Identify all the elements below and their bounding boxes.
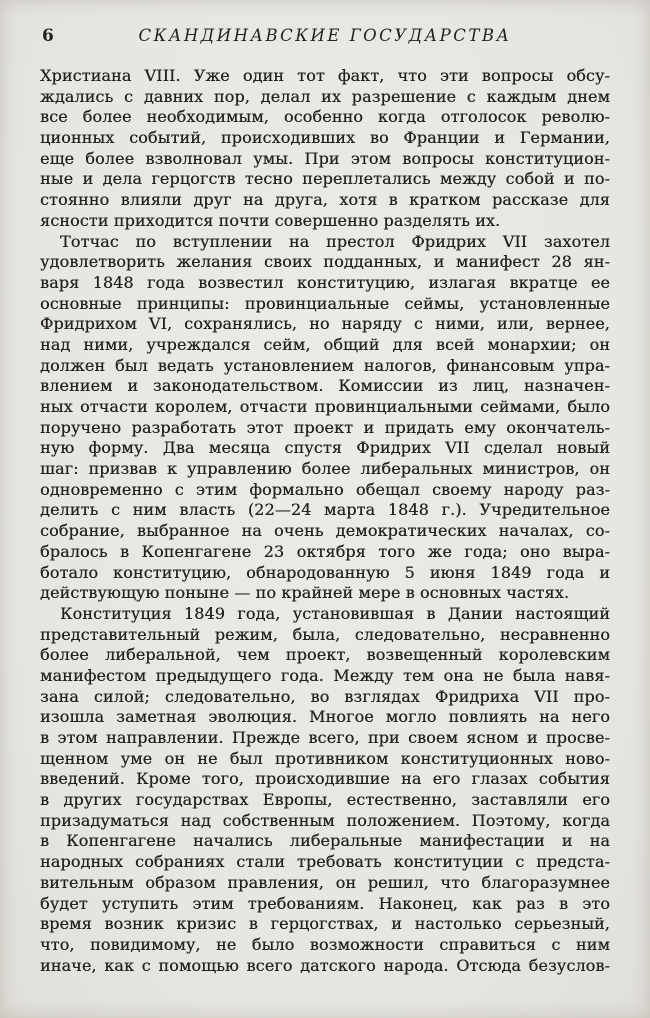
text-line: вительным образом правления, он решил, что благоразумнее — [40, 872, 610, 892]
text-line: делить с ним власть (22—24 марта 1848 г.). Учредительное — [40, 500, 610, 520]
text-line: ную форму. Два месяца спустя Фридрих VII сделал новый — [40, 438, 610, 458]
text-line: действующую поныне — по крайней мере в основных частях. — [40, 583, 570, 603]
text-line: что, повидимому, не было возможности справиться с ним — [40, 934, 610, 954]
text-line: еще более взволновал умы. При этом вопросы конституцион- — [40, 148, 610, 168]
text-line: представительный режим, была, следовательно, несравненно — [40, 624, 610, 644]
text-line: ных отчасти королем, отчасти провинциальными сеймами, было — [40, 397, 610, 416]
text-line: стоянно влияли друг на друга, хотя в кратком рассказе для — [40, 190, 610, 210]
paragraph — [40, 66, 610, 232]
text-line: Тотчас по вступлении на престол Фридрих VII захотел — [60, 231, 610, 251]
paragraph — [40, 232, 610, 604]
text-line: ждались с давних пор, делал их разрешение с каждым днем — [40, 86, 610, 106]
text-line: удовлетворить желания своих подданных, и манифест 28 ян- — [40, 252, 610, 272]
text-line: манифестом предыдущего года. Между тем она не была навя- — [40, 665, 610, 685]
text-line: над ними, учреждался сейм, общий для всей монархии; он — [40, 334, 610, 354]
text-line: будет уступить этим требованиям. Наконец, как раз в это — [40, 893, 610, 913]
text-line: в Копенгагене начались либеральные манифестации и на — [40, 831, 610, 851]
text-line: Фридрихом VI, сохранялись, но наряду с ними, или, вернее, — [40, 314, 610, 334]
page-number: 6 — [42, 26, 54, 46]
text-line: все более необходимым, особенно когда отголосок револю- — [40, 107, 610, 127]
text-line: народных собраниях стали требовать конституции с предста- — [40, 852, 610, 872]
text-line: призадуматься над собственным положением. Поэтому, когда — [40, 810, 610, 830]
text-line: время возник кризис в герцогствах, и настолько серьезный, — [40, 914, 610, 934]
running-title: СКАНДИНАВСКИЕ ГОСУДАРСТВА — [138, 26, 512, 45]
text-line: ционных событий, происходивших во Франции и Германии, — [40, 128, 610, 148]
text-line: варя 1848 года возвестил конституцию, излагая вкратце ее — [40, 272, 610, 292]
text-line: изошла заметная эволюция. Многое могло повлиять на него — [40, 707, 610, 727]
text-line: в этом направлении. Прежде всего, при своем ясном и просве- — [40, 728, 610, 747]
text-line: Христиана VIII. Уже один тот факт, что эти вопросы обсу- — [40, 66, 610, 85]
text-line: шаг: призвав к управлению более либеральных министров, он — [40, 459, 610, 479]
text-line: поручено разработать этот проект и придать ему окончатель- — [40, 417, 610, 437]
text-line: введений. Кроме того, происходившие на его глазах события — [40, 769, 610, 789]
text-line: щенном уме он не был противником конституционных ново- — [40, 748, 610, 768]
text-line: зана силой; следовательно, во взглядах Фридриха VII про- — [40, 686, 610, 706]
text-line: собрание, выбранное на очень демократических началах, со- — [40, 521, 610, 541]
text-line: должен был ведать установлением налогов, финансовым упра- — [40, 355, 610, 375]
text-line: Конституция 1849 года, установившая в Дании настоящий — [60, 603, 610, 623]
text-line: ные и дела герцогств тесно переплетались между собой и по- — [40, 169, 610, 189]
text-line: основные принципы: провинциальные сеймы, установленные — [40, 293, 610, 313]
text-line: одновременно с этим формально обещал своему народу раз- — [40, 479, 610, 499]
text-line: влением и законодательством. Комиссии из лиц, назначен- — [40, 376, 610, 396]
page-body — [40, 66, 610, 976]
text-line: бралось в Копенгагене 23 октября того же года; оно выра- — [40, 541, 610, 561]
text-line: ясности приходится почти совершенно разделять их. — [40, 210, 501, 230]
paragraph — [40, 604, 610, 976]
text-line: иначе, как с помощью всего датского народа. Отсюда безуслов- — [40, 955, 610, 975]
text-line: в других государствах Европы, естественно, заставляли его — [40, 790, 610, 810]
text-line: более либеральной, чем проект, возвещенный королевским — [40, 645, 610, 665]
text-line: ботало конституцию, обнародованную 5 июня 1849 года и — [40, 562, 610, 582]
page-header — [42, 26, 608, 52]
